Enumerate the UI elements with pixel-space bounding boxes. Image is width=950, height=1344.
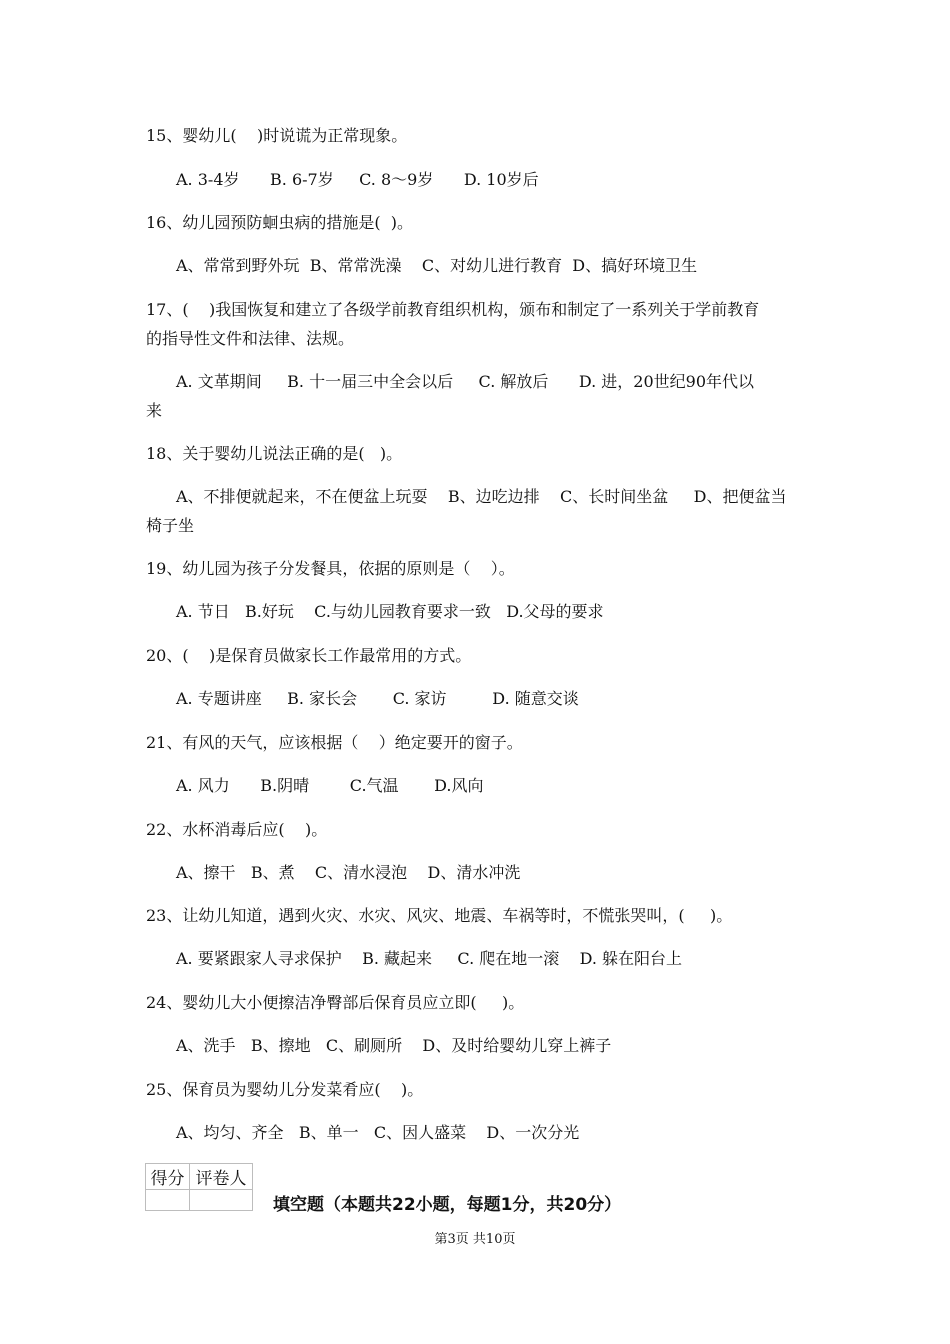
question-22-stem: 22、水杯消毒后应( )。 xyxy=(146,820,328,839)
question-17-options: A. 文革期间 B. 十一届三中全会以后 C. 解放后 D. 进，20世纪90年代以 xyxy=(176,372,755,391)
score-table-cell-score xyxy=(146,1190,190,1211)
question-18-stem: 18、关于婴幼儿说法正确的是( )。 xyxy=(146,444,403,463)
page-footer: 第3页 共10页 xyxy=(434,1232,516,1247)
question-19-options: A. 节日 B.好玩 C.与幼儿园教育要求一致 D.父母的要求 xyxy=(176,602,604,621)
question-16-options: A、常常到野外玩 B、常常洗澡 C、对幼儿进行教育 D、搞好环境卫生 xyxy=(176,256,698,275)
question-20-options: A. 专题讲座 B. 家长会 C. 家访 D. 随意交谈 xyxy=(176,689,579,708)
question-25-options: A、均匀、齐全 B、单一 C、因人盛菜 D、一次分光 xyxy=(176,1123,580,1142)
score-table-cell-grader xyxy=(189,1190,252,1211)
question-24-stem: 24、婴幼儿大小便擦洁净臀部后保育员应立即( )。 xyxy=(146,993,525,1012)
score-table xyxy=(145,1163,253,1211)
question-15-stem: 15、婴幼儿( )时说谎为正常现象。 xyxy=(146,126,408,145)
question-17-options-continued: 来 xyxy=(146,401,163,420)
question-16-stem: 16、幼儿园预防蛔虫病的措施是( )。 xyxy=(146,213,414,232)
question-18-options: A、不排便就起来，不在便盆上玩耍 B、边吃边排 C、长时间坐盆 D、把便盆当 xyxy=(176,487,787,506)
question-23-options: A. 要紧跟家人寻求保护 B. 藏起来 C. 爬在地一滚 D. 躲在阳台上 xyxy=(176,949,683,968)
question-21-options: A. 风力 B.阴晴 C.气温 D.风向 xyxy=(176,776,484,795)
score-table-header-grader: 评卷人 xyxy=(189,1164,252,1190)
question-19-stem: 19、幼儿园为孩子分发餐具，依据的原则是（ ）。 xyxy=(146,559,515,578)
question-18-options-continued: 椅子坐 xyxy=(146,516,195,535)
question-17-stem-continued: 的指导性文件和法律、法规。 xyxy=(146,329,355,348)
section-title: 填空题（本题共22小题，每题1分，共20分） xyxy=(273,1195,622,1215)
question-21-stem: 21、有风的天气，应该根据（ ）绝定要开的窗子。 xyxy=(146,733,523,752)
question-23-stem: 23、让幼儿知道，遇到火灾、水灾、风灾、地震、车祸等时，不慌张哭叫，( )。 xyxy=(146,906,733,925)
question-22-options: A、擦干 B、煮 C、清水浸泡 D、清水冲洗 xyxy=(176,863,521,882)
question-20-stem: 20、( )是保育员做家长工作最常用的方式。 xyxy=(146,646,472,665)
question-25-stem: 25、保育员为婴幼儿分发菜肴应( )。 xyxy=(146,1080,424,1099)
question-24-options: A、洗手 B、擦地 C、刷厕所 D、及时给婴幼儿穿上裤子 xyxy=(176,1036,612,1055)
score-table-header-score: 得分 xyxy=(146,1164,190,1190)
question-17-stem: 17、( )我国恢复和建立了各级学前教育组织机构，颁布和制定了一系列关于学前教育 xyxy=(146,300,760,319)
question-15-options: A. 3-4岁 B. 6-7岁 C. 8～9岁 D. 10岁后 xyxy=(176,170,539,189)
